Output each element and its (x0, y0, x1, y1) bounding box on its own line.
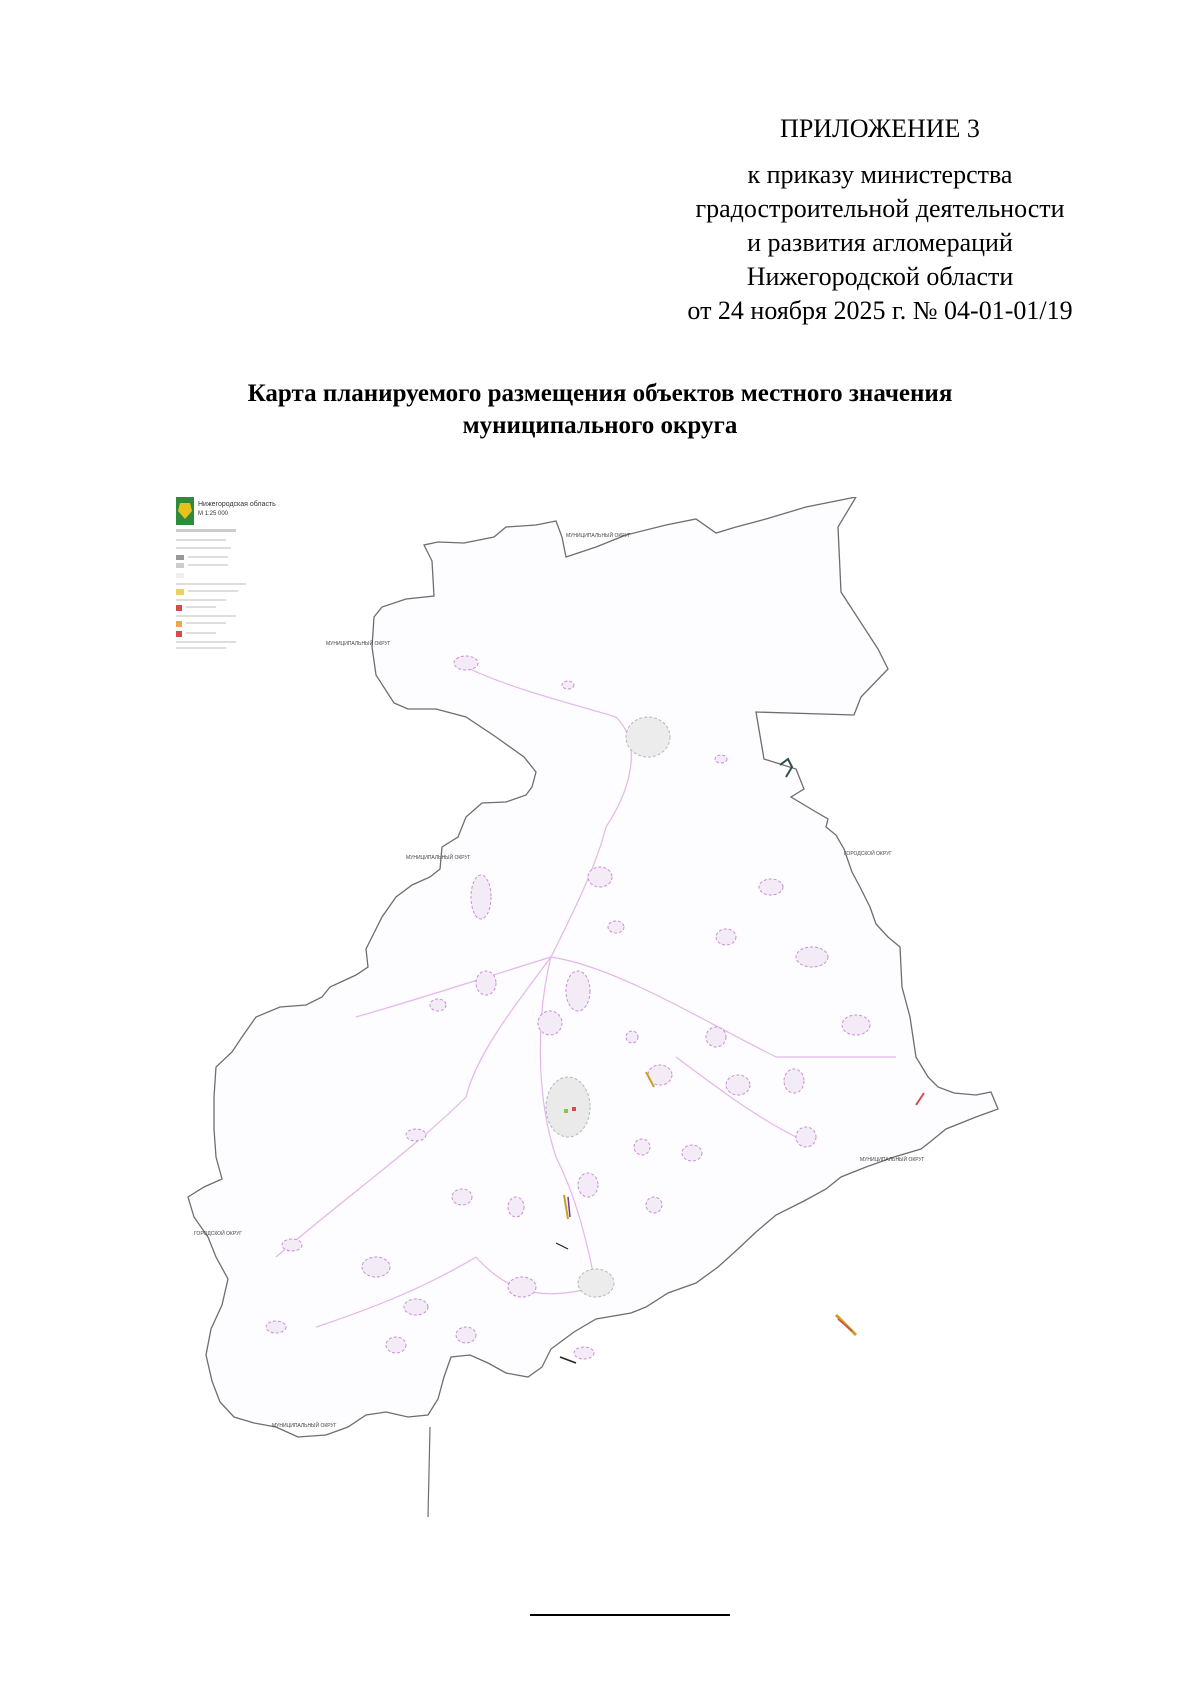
neighbor-label: МУНИЦИПАЛЬНЫЙ ОКРУГ (406, 855, 471, 861)
settlement-outline (796, 947, 828, 967)
settlement-outline (726, 1075, 750, 1095)
settlement-outline (796, 1127, 816, 1147)
neighbor-label: ГОРОДСКОЙ ОКРУГ (194, 1231, 242, 1237)
settlement-outline (406, 1129, 426, 1141)
settlement-outline (471, 875, 491, 919)
neighbor-label: МУНИЦИПАЛЬНЫЙ ОКРУГ (860, 1157, 925, 1163)
settlement-outline (842, 1015, 870, 1035)
settlement-outline (282, 1239, 302, 1251)
settlement-outline (476, 971, 496, 995)
settlement-outline (454, 656, 478, 670)
neighbor-label: МУНИЦИПАЛЬНЫЙ ОКРУГ (272, 1423, 337, 1429)
settlement-outline (634, 1139, 650, 1155)
settlement-outline (508, 1277, 536, 1297)
appendix-line: к приказу министерства (747, 160, 1013, 189)
settlement-outline (706, 1027, 726, 1047)
document-title (150, 378, 1050, 442)
settlement-outline (452, 1189, 472, 1205)
settlement-outline (578, 1173, 598, 1197)
settlement-outline (404, 1299, 428, 1315)
settlement-outline (508, 1197, 524, 1217)
settlement-outline (646, 1197, 662, 1213)
settlement-outline (759, 879, 783, 895)
settlement-outline (682, 1145, 702, 1161)
appendix-line: Нижегородской области (746, 262, 1014, 291)
settlement-outline (626, 1031, 638, 1043)
appendix-line: от 24 ноября 2025 г. № 04-01-01/19 (687, 296, 1073, 325)
map-canvas (176, 497, 1088, 1597)
planning-map (176, 497, 1088, 1597)
appendix-line: градостроительной деятельности (695, 194, 1065, 223)
neighbor-label: ГОРОДСКОЙ ОКРУГ (844, 851, 892, 857)
appendix-block (640, 112, 1120, 328)
appendix-heading: ПРИЛОЖЕНИЕ 3 (780, 114, 980, 143)
settlement-outline (566, 971, 590, 1011)
map-header-text: Нижегородская область (198, 501, 276, 508)
document-title-line: Карта планируемого размещения объектов местного значения (247, 380, 953, 407)
settlement-outline (715, 755, 727, 763)
map-scale-text: М 1:25 000 (198, 511, 229, 517)
settlement-outline (574, 1347, 594, 1359)
settlement-outline (784, 1069, 804, 1093)
settlement-outline (266, 1321, 286, 1333)
footer-rule (530, 1614, 730, 1616)
neighbor-label: МУНИЦИПАЛЬНЫЙ ОКРУГ (566, 533, 631, 539)
document-title-line: муниципального округа (462, 412, 738, 439)
settlement-outline (562, 681, 574, 689)
settlement-outline (626, 717, 670, 757)
settlement-outline (588, 867, 612, 887)
settlement-outline (716, 929, 736, 945)
settlement-outline (386, 1337, 406, 1353)
settlement-outline (456, 1327, 476, 1343)
settlement-outline (608, 921, 624, 933)
appendix-line: и развития агломераций (747, 228, 1013, 257)
settlement-outline (578, 1269, 614, 1297)
settlement-outline (538, 1011, 562, 1035)
settlement-outline (546, 1077, 590, 1137)
neighbor-label: МУНИЦИПАЛЬНЫЙ ОКРУГ (326, 641, 391, 647)
settlement-outline (430, 999, 446, 1011)
settlement-outline (362, 1257, 390, 1277)
